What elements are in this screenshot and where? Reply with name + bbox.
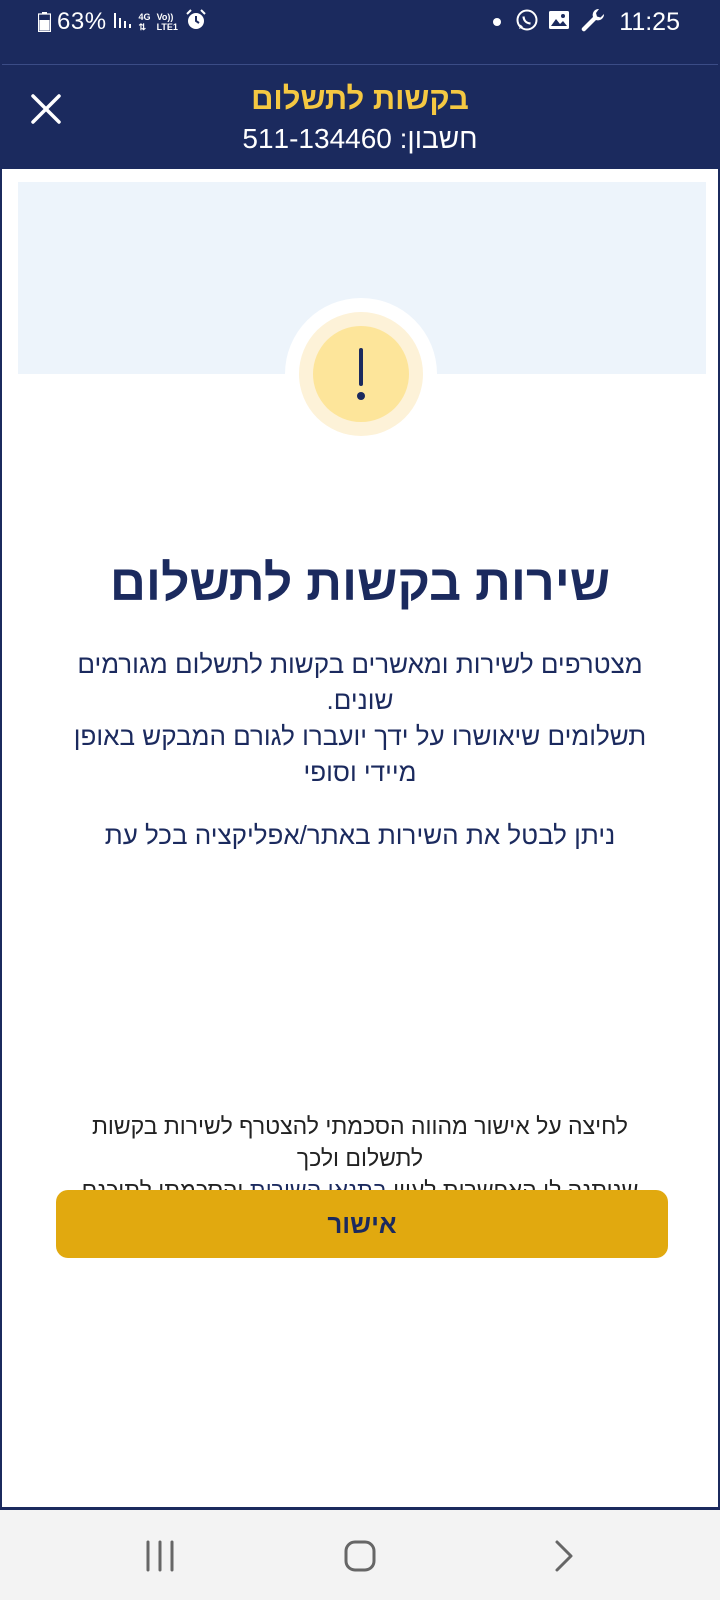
network-4g-label: 4G [138, 12, 151, 22]
volte-indicator [157, 12, 178, 32]
home-button[interactable] [336, 1532, 384, 1580]
back-icon [540, 1532, 588, 1580]
exclamation-dot [357, 392, 365, 400]
service-title: שירות בקשות לתשלום [109, 555, 611, 611]
exclamation-bar [359, 348, 363, 386]
status-right-group [493, 8, 680, 36]
clock: 11:25 [619, 7, 680, 36]
data-arrows-icon: ⇅ [138, 22, 147, 32]
service-description [62, 646, 658, 790]
status-bar [0, 0, 720, 44]
header-title: בקשות לתשלום [251, 81, 469, 116]
battery-icon [38, 12, 51, 32]
whatsapp-icon [515, 8, 539, 37]
alarm-icon [184, 8, 208, 37]
account-number: 511-134460 [242, 123, 392, 154]
recent-apps-icon [136, 1532, 184, 1580]
battery-percentage: 63% [57, 8, 107, 35]
lte-label: LTE1 [156, 22, 178, 32]
recent-apps-button[interactable] [136, 1532, 184, 1580]
signal-icon [113, 10, 133, 35]
alert-ring [299, 312, 423, 436]
consent-line-1: לחיצה על אישור מהווה הסכמתי להצטרף לשירות בקשות לתשלום ולכך [92, 1113, 628, 1171]
account-info [2, 123, 718, 155]
description-line: תשלומים שיאושרו על ידך יועברו לגורם המבקש באופן מיידי וסופי [73, 721, 647, 787]
gallery-icon [547, 8, 571, 37]
confirm-button[interactable]: אישור [56, 1190, 668, 1258]
network-type-indicator [139, 12, 151, 32]
status-left-group [38, 8, 208, 36]
exclamation-icon [285, 298, 437, 450]
payment-request-sheet [0, 64, 720, 1509]
sheet-header [2, 64, 718, 169]
account-label: חשבון: [399, 123, 478, 154]
description-line: מצטרפים לשירות ומאשרים בקשות לתשלום מגורמים שונים. [77, 649, 643, 715]
wrench-icon [579, 7, 605, 38]
system-nav-bar [0, 1510, 720, 1600]
home-icon [336, 1532, 384, 1580]
cancel-note: ניתן לבטל את השירות באתר/אפליקציה בכל עת [104, 820, 616, 850]
notification-dot-icon [493, 18, 501, 26]
volte-label: Vo)) [156, 12, 174, 22]
back-button[interactable] [540, 1532, 588, 1580]
alert-core [313, 326, 409, 422]
